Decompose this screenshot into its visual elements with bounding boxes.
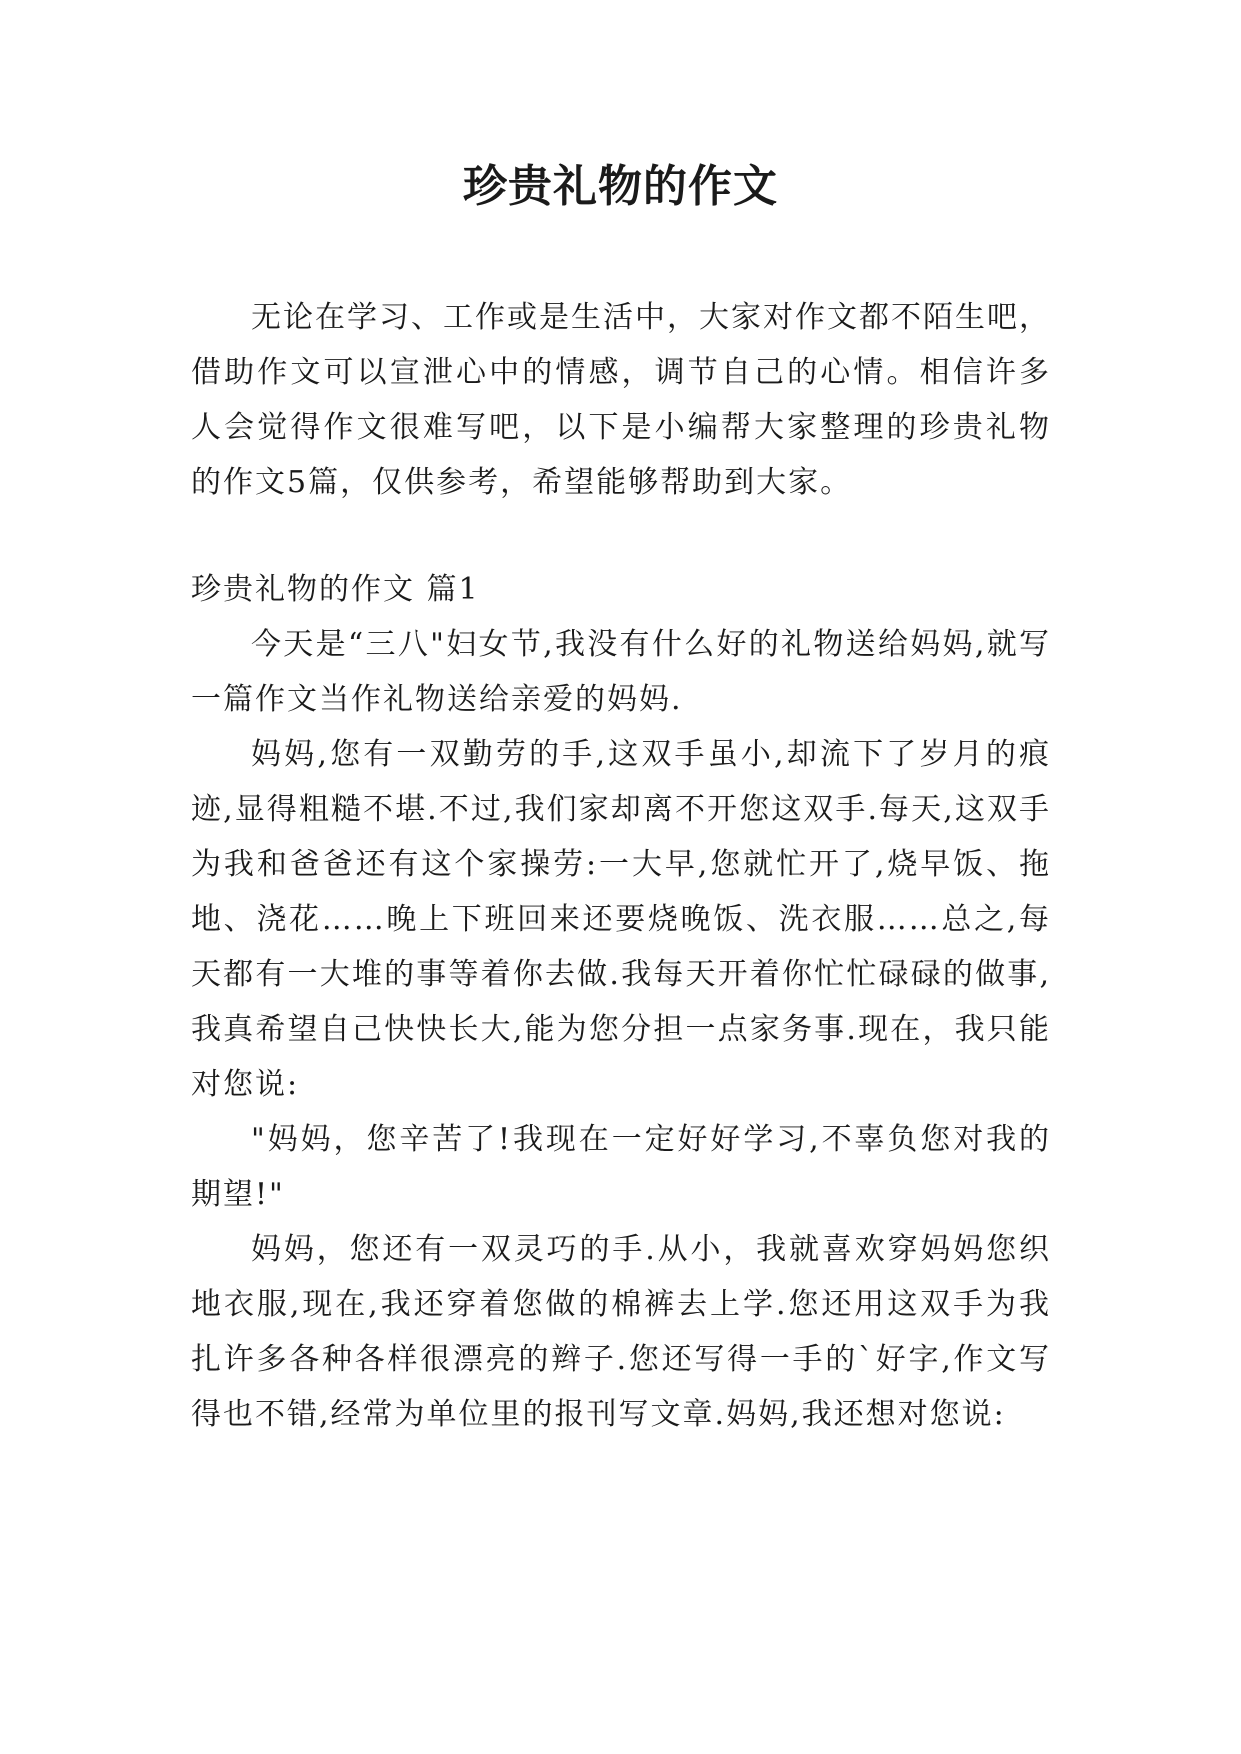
document-body (191, 290, 1051, 1442)
spacer (191, 510, 1051, 562)
document-title: 珍贵礼物的作文 (463, 161, 778, 212)
body-paragraph: 妈妈，您还有一双灵巧的手.从小，我就喜欢穿妈妈您织地衣服,现在,我还穿着您做的棉裤去上学.您还用这双手为我扎许多各种各样很漂亮的辫子.您还写得一手的`好字,作文写得也不错,经常为单位里的报刊写文章.妈妈,我还想对您说: (191, 1232, 1051, 1432)
body-paragraph: 妈妈,您有一双勤劳的手,这双手虽小,却流下了岁月的痕迹,显得粗糙不堪.不过,我们家却离不开您这双手.每天,这双手为我和爸爸还有这个家操劳:一大早,您就忙开了,烧早饭、拖地、浇花……晚上下班回来还要烧晚饭、洗衣服……总之,每天都有一大堆的事等着你去做.我每天开着你忙忙碌碌的做事,我真希望自己快快长大,能为您分担一点家务事.现在，我只能对您说: (191, 737, 1051, 1102)
body-paragraph: "妈妈，您辛苦了!我现在一定好好学习,不辜负您对我的期望!" (191, 1122, 1051, 1212)
section-heading: 珍贵礼物的作文 篇1 (191, 572, 480, 607)
body-paragraph: 今天是“三八"妇女节,我没有什么好的礼物送给妈妈,就写一篇作文当作礼物送给亲爱的妈妈. (191, 627, 1051, 717)
intro-paragraph: 无论在学习、工作或是生活中，大家对作文都不陌生吧，借助作文可以宣泄心中的情感，调节自己的心情。相信许多人会觉得作文很难写吧，以下是小编帮大家整理的珍贵礼物的作文5篇，仅供参考，希望能够帮助到大家。 (191, 300, 1051, 500)
